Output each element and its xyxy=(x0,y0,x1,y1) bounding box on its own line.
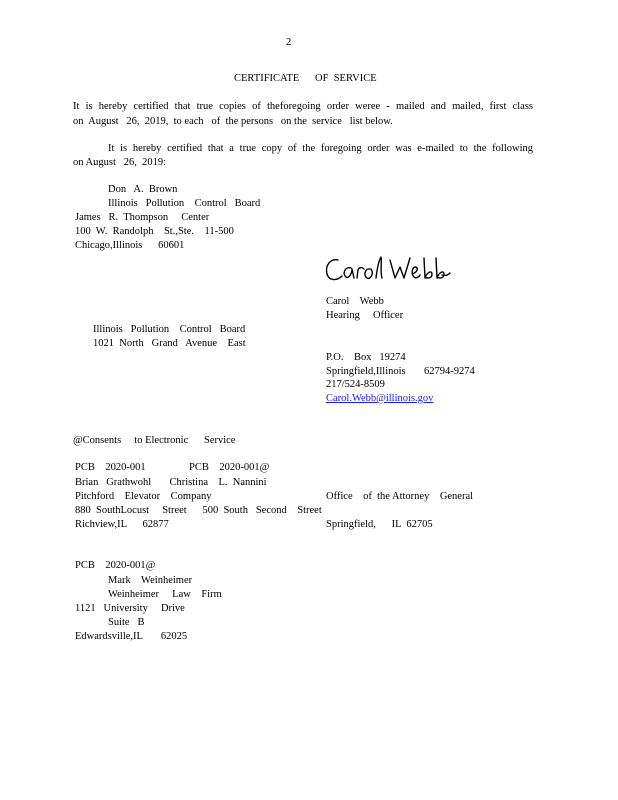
signer-title: Hearing Officer xyxy=(326,310,404,321)
recipient-city: Chicago,Illinois 60601 xyxy=(75,240,185,251)
service-list-2-city: Edwardsville,IL 62025 xyxy=(75,631,188,642)
service-list-city-right: Springfield, IL 62705 xyxy=(326,519,433,530)
recipient-name: Don A. Brown xyxy=(108,184,178,195)
service-list-2-street: 1121 University Drive xyxy=(75,603,185,614)
signer-name: Carol Webb xyxy=(326,296,384,307)
signer-po-box: P.O. Box 19274 xyxy=(326,352,406,363)
certification-paragraph-2-line-2: on August 26, 2019: xyxy=(73,157,167,168)
service-list-city-left: Richview,IL 62877 xyxy=(75,519,169,530)
service-list-2-firm: Weinheimer Law Firm xyxy=(108,589,222,600)
service-list-2-name: Mark Weinheimer xyxy=(108,575,193,586)
board-agency: Illinois Pollution Control Board xyxy=(93,324,246,335)
document-title: CERTIFICATE OF SERVICE xyxy=(234,73,377,84)
service-list-case-number-2: PCB 2020-001@ xyxy=(189,462,270,473)
recipient-building: James R. Thompson Center xyxy=(75,212,210,223)
service-list-case-number: PCB 2020-001 xyxy=(75,462,146,473)
service-list-attorney-general: Office of the Attorney General xyxy=(326,491,474,502)
recipient-agency: Illinois Pollution Control Board xyxy=(108,198,261,209)
service-list-2-suite: Suite B xyxy=(108,617,145,628)
handwritten-signature xyxy=(324,254,452,288)
page-number: 2 xyxy=(286,37,292,48)
service-list-streets: 880 SouthLocust Street 500 South Second Street xyxy=(75,505,322,516)
service-list-2-case-number: PCB 2020-001@ xyxy=(75,560,156,571)
board-street: 1021 North Grand Avenue East xyxy=(93,338,246,349)
certification-paragraph-1-line-1: It is hereby certified that true copies of theforegoing order weree - mailed and mailed, first class xyxy=(73,101,533,112)
signer-email-link[interactable]: Carol.Webb@illinois.gov xyxy=(326,393,434,404)
service-list-company: Pitchford Elevator Company xyxy=(75,491,212,502)
signer-phone: 217/524-8509 xyxy=(326,379,385,390)
recipient-street: 100 W. Randolph St.,Ste. 11-500 xyxy=(75,226,234,237)
electronic-service-note: @Consents to Electronic Service xyxy=(73,435,236,446)
certification-paragraph-1-line-2: on August 26, 2019, to each of the persons on the service list below. xyxy=(73,116,393,127)
signer-city: Springfield,Illinois 62794-9274 xyxy=(326,366,475,377)
service-list-names: Brian Grathwohl Christina L. Nannini xyxy=(75,477,267,488)
certification-paragraph-2-line-1: It is hereby certified that a true copy of the foregoing order was e-mailed to the following xyxy=(108,143,533,154)
